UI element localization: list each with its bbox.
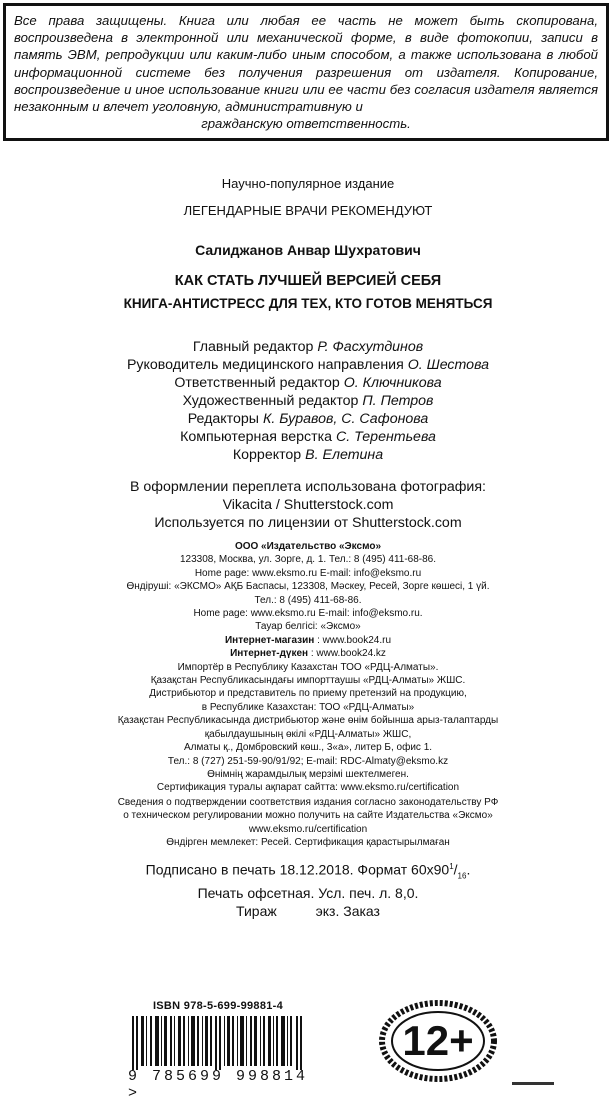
publisher-name: ООО «Издательство «Эксмо»: [234, 541, 382, 552]
author-name: Салиджанов Анвар Шухратович: [195, 242, 421, 258]
copyright-text: Все права защищены. Книга или любая ее часть не может быть скопирована, воспроизведена в электронной или механической форме, в виде фотокопии, записи в память ЭВМ, репродукции или каким-либо иным способом, а также использована в любой информационной системе без получения разрешения от издателя. Копирование, воспроизведение и иное использование книги или ее части без согласия издателя является незаконным и влечет уголовную, административную и: [14, 13, 598, 115]
publisher-info: ООО «Издательство «Эксмо» 123308, Москва, ул. Зорге, д. 1. Тел.: 8 (495) 411-68-86. Home page: www.eksmo.ru E-mail: info@eksmo.ru Өндіруші: «ЭКСМО» АҚБ Баспасы, 123308, Мәскеу, Ресей, Зорге көшесі, 1 үй. Тел.: 8 (495) 411-68-86. Home page: www.eksmo.ru E-mail: info@eksmo.ru. Тауар белгісі: «Эксмо» Интернет-магазин : www.book24.ru Интернет-дүкен : www.book24.kz Импортёр в Республику Казахстан ТОО «РДЦ-Алматы». Қазақстан Республикасындағы импорттаушы «РДЦ-Алматы» ЖШС. Дистрибьютор и представитель по приему претензий на продукцию, в Республике Казахстан: ТОО «РДЦ-Алматы» Қазақстан Республикасында дистрибьютор және өнім бойынша арыз-талаптарды қабылдаушының өкілі «РДЦ-Алматы» ЖШС, Алматы қ., Домбровский көш., 3«а», литер Б, офис 1. Тел.: 8 (727) 251-59-90/91/92; E-mail: RDC-Almaty@eksmo.kz Өнімнің жарамдылық мерзімі шектелмеген. Сертификация туралы ақпарат сайтта: www.eksmo.ru/certification: [117, 541, 499, 794]
staff-list: [0, 338, 616, 464]
print-info: Подписано в печать 18.12.2018. Формат $60x90^1/_{16}$. Печать офсетная. Усл. печ. л. 8,0. Тираж экз. Заказ: [145, 861, 471, 919]
staff-line: Ответственный редактор О. Ключникова: [174, 375, 442, 391]
shop-kz-url: : www.book24.kz: [308, 648, 386, 660]
copyright-notice: [3, 3, 609, 141]
shop-label: Интернет-магазин: [224, 634, 315, 646]
staff-line: Редакторы К. Буравов, С. Сафонова: [187, 411, 429, 427]
shop-url: : www.book24.ru: [314, 634, 392, 646]
isbn-digits: 9 785699 998814 >: [128, 1068, 309, 1102]
certification-info: Сведения о подтверждении соответствия издания согласно законодательству РФ о техническом регулировании можно получить на сайте Издательства «Эксмо» www.eksmo.ru/certification Өндірген мемлекет: Ресей. Сертификация қарастырылмаған: [117, 797, 499, 849]
staff-line: Художественный редактор П. Петров: [182, 393, 434, 409]
decorative-mark: [512, 1082, 554, 1085]
staff-line: Корректор В. Елетина: [232, 447, 384, 463]
staff-line: Руководитель медицинского направления О. Шестова: [126, 357, 490, 373]
book-subtitle: КНИГА-АНТИСТРЕСС ДЛЯ ТЕХ, КТО ГОТОВ МЕНЯТЬСЯ: [123, 296, 493, 311]
staff-line: Главный редактор Р. Фасхутдинов: [192, 339, 424, 355]
photo-credit: В оформлении переплета использована фотография: Vikacita / Shutterstock.com Используется по лицензии от Shutterstock.com: [130, 479, 486, 531]
edition-type: Научно-популярное издание: [221, 176, 395, 191]
shop-kz-label: Интернет-дүкен: [230, 648, 309, 660]
series-name: ЛЕГЕНДАРНЫЕ ВРАЧИ РЕКОМЕНДУЮТ: [183, 203, 433, 218]
copyright-last-line: гражданскую ответственность.: [201, 116, 411, 132]
barcode-icon: [132, 1016, 304, 1070]
staff-line: Компьютерная верстка С. Терентьева: [180, 429, 436, 445]
age-rating: 12+: [402, 1017, 474, 1064]
age-rating-badge: [378, 1000, 498, 1082]
isbn-barcode: [128, 1000, 309, 1102]
isbn-label: ISBN 978-5-699-99881-4: [152, 1000, 284, 1012]
book-title: КАК СТАТЬ ЛУЧШЕЙ ВЕРСИЕЙ СЕБЯ: [174, 273, 442, 289]
